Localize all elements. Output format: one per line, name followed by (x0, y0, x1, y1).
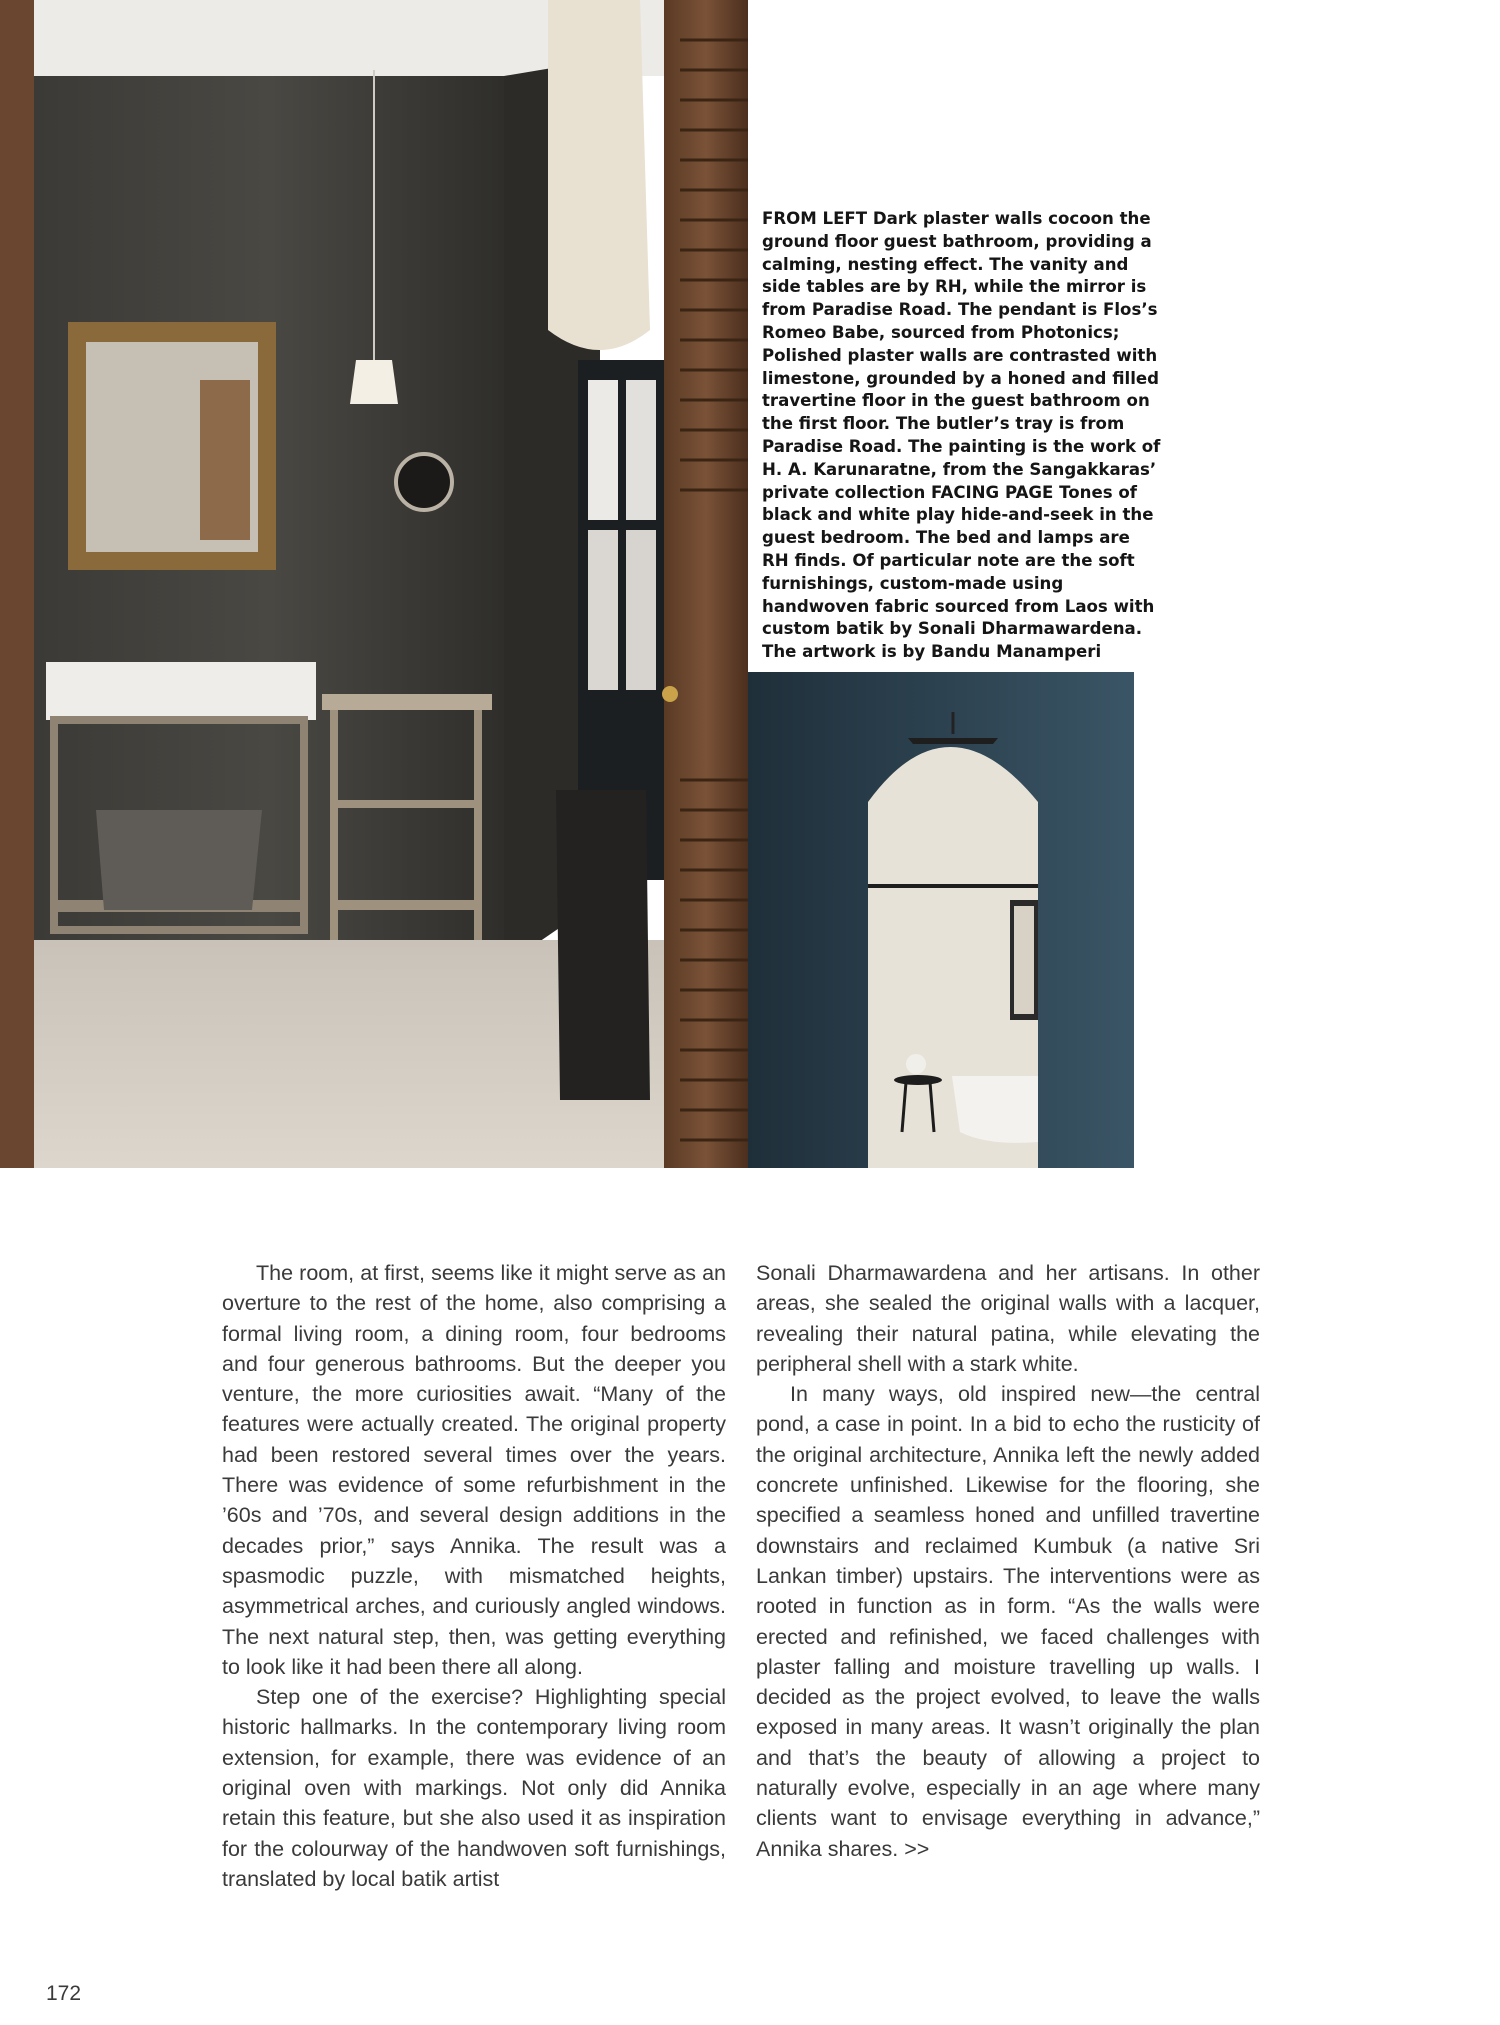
body-paragraph: Sonali Dharmawardena and her artisans. In other areas, she sealed the original walls with a lacquer, revealing their natural patina, while elevating the peripheral shell with a stark white. (756, 1261, 1260, 1376)
body-paragraph: The room, at first, seems like it might serve as an overture to the rest of the home, also comprising a formal living room, a dining room, four bedrooms and four generous bathrooms. But the deeper you venture, the more curiosities await. “Many of the features were actually created. The original property had been restored several times over the years. There was evidence of some refurbishment in the ’60s and ’70s, and several design additions in the decades prior,” says Annika. The result was a spasmodic puzzle, with mismatched heights, asymmetrical arches, and curiously angled windows. The next natural step, then, was getting everything to look like it had been there all along. (222, 1261, 726, 1679)
photo-first-floor-bathroom (748, 672, 1134, 1168)
photo-guest-bathroom (0, 0, 748, 1168)
body-column-right (756, 1258, 1260, 1864)
photo-caption: FROM LEFT Dark plaster walls cocoon the ground floor guest bathroom, providing a calming, nesting effect. The vanity and side tables are by RH, while the mirror is from Paradise Road. The pendant is Flos’s Romeo Babe, sourced from Photonics; Polished plaster walls are contrasted with limestone, grounded by a honed and filled travertine floor in the guest bathroom on the first floor. The butler’s tray is from Paradise Road. The painting is the work of H. A. Karunaratne, from the Sangakkaras’ private collection FACING PAGE Tones of black and white play hide-and-seek in the guest bedroom. The bed and lamps are RH finds. Of particular note are the soft furnishings, custom-made using handwoven fabric sourced from Laos with custom batik by Sonali Dharmawardena. The artwork is by Bandu Manamperi (762, 209, 1161, 662)
page-number: 172 (46, 1982, 82, 2005)
body-paragraph: Step one of the exercise? Highlighting special historic hallmarks. In the contemporary living room extension, for example, there was evidence of an original oven with markings. Not only did Annika retain this feature, but she also used it as inspiration for the colourway of the handwoven soft furnishings, translated by local batik artist (222, 1685, 726, 1891)
body-column-left (222, 1258, 726, 1894)
body-paragraph: In many ways, old inspired new—the central pond, a case in point. In a bid to echo the rusticity of the original architecture, Annika left the newly added concrete unfinished. Likewise for the flooring, she specified a seamless honed and unfilled travertine downstairs and reclaimed Kumbuk (a native Sri Lankan timber) upstairs. The interventions were as rooted in function as in form. “As the walls were erected and refinished, we faced challenges with plaster falling and moisture travelling up walls. I decided as the project evolved, to leave the walls exposed in many areas. It wasn’t originally the plan and that’s the beauty of allowing a project to naturally evolve, especially in an age where many clients want to envisage everything in advance,” Annika shares. >> (756, 1382, 1260, 1861)
